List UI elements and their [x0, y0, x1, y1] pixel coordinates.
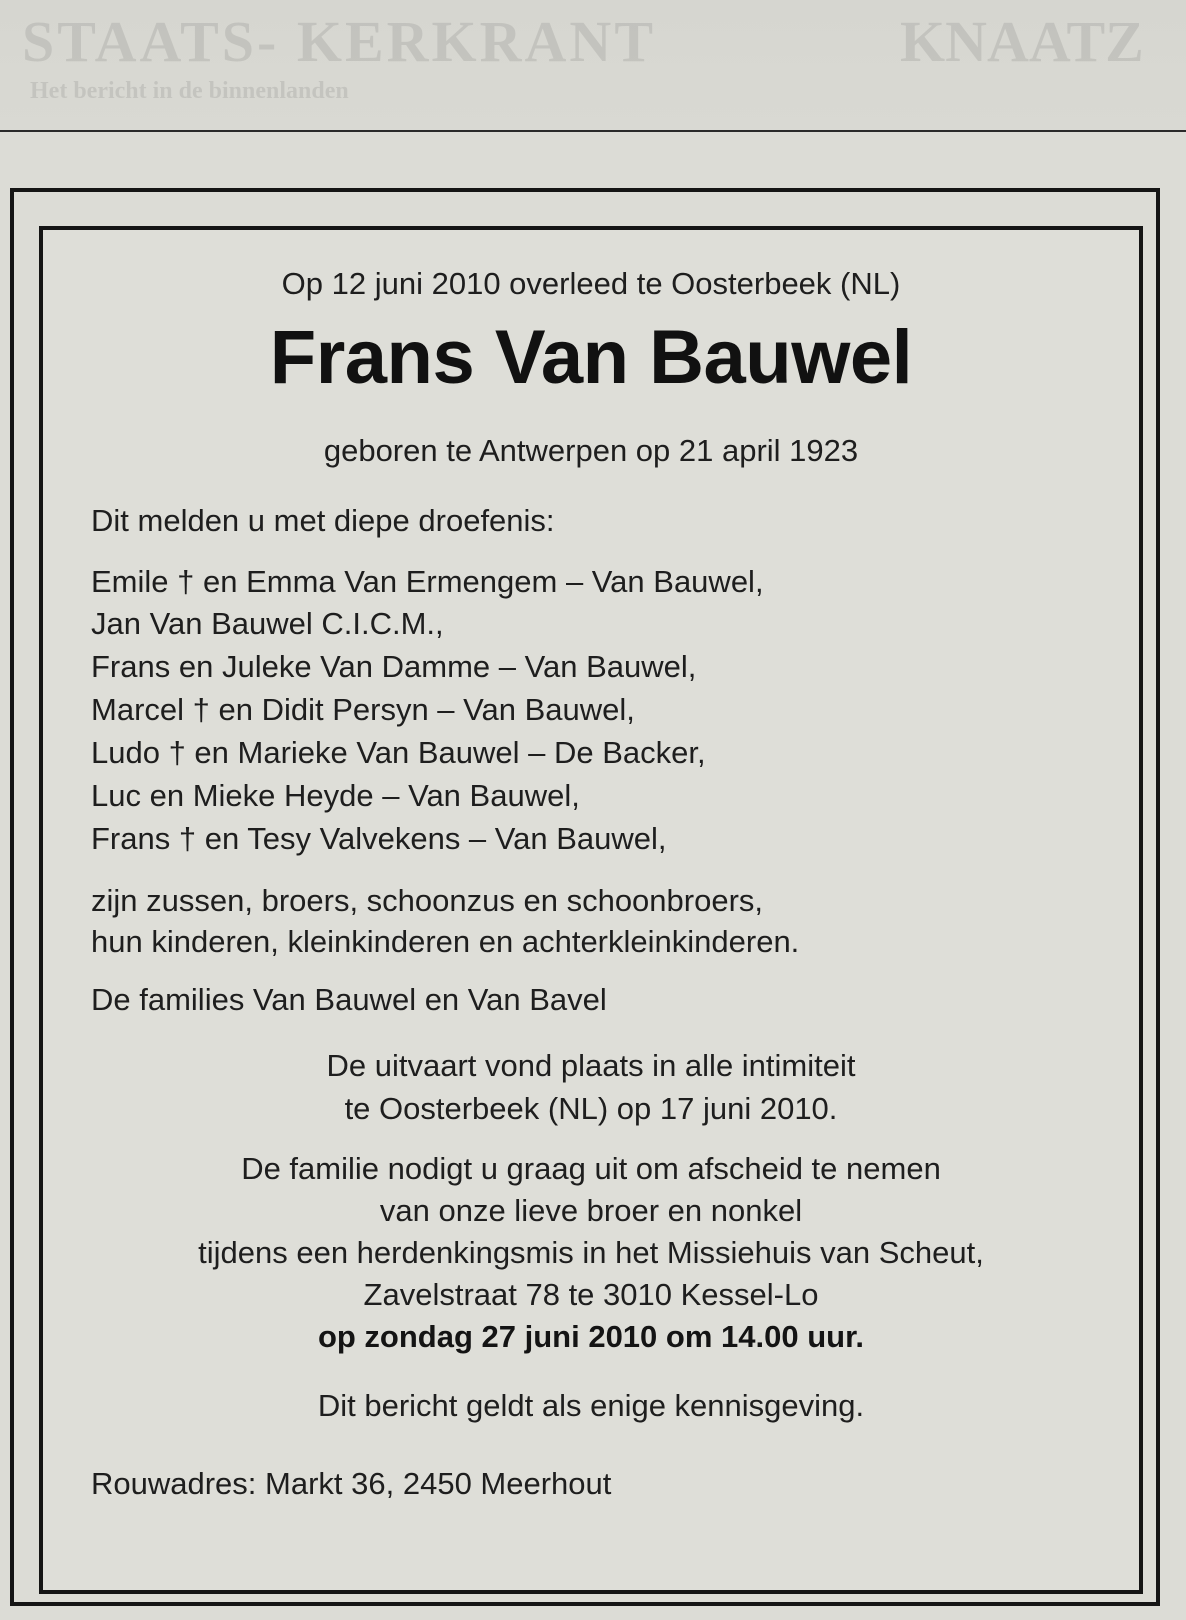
relative-line: Frans en Juleke Van Damme – Van Bauwel, [91, 649, 697, 684]
relative-line: Emile † en Emma Van Ermengem – Van Bauwel, [91, 564, 764, 599]
relative-line: Jan Van Bauwel C.I.C.M., [91, 606, 444, 641]
relative-line: Luc en Mieke Heyde – Van Bauwel, [91, 778, 580, 813]
mourning-address: Rouwadres: Markt 36, 2450 Meerhout [91, 1466, 612, 1501]
mass-time: op zondag 27 juni 2010 om 14.00 uur. [317, 1319, 865, 1354]
obituary-notice [39, 226, 1143, 1594]
relative-line: Marcel † en Didit Persyn – Van Bauwel, [91, 692, 635, 727]
families-line: De families Van Bauwel en Van Bavel [91, 982, 607, 1017]
funeral-line: te Oosterbeek (NL) op 17 juni 2010. [344, 1091, 838, 1126]
birth-line: geboren te Antwerpen op 21 april 1923 [323, 433, 859, 468]
death-announcement: Op 12 juni 2010 overleed te Oosterbeek (NL) [281, 266, 901, 301]
masthead-ghost-subtitle: Het bericht in de binnenlanden [30, 78, 349, 104]
masthead-ghost-right: KNAATZ [900, 9, 1144, 74]
newspaper-masthead-remnant [0, 0, 1186, 132]
announce-line: Dit melden u met diepe droefenis: [91, 503, 555, 538]
deceased-name: Frans Van Bauwel [269, 315, 913, 400]
invitation-line: De familie nodigt u graag uit om afscheid te nemen [241, 1151, 941, 1186]
relative-line: Ludo † en Marieke Van Bauwel – De Backer, [91, 735, 706, 770]
closing-line: Dit bericht geldt als enige kennisgeving. [317, 1388, 865, 1423]
relative-line: Frans † en Tesy Valvekens – Van Bauwel, [91, 821, 667, 856]
invitation-line: van onze lieve broer en nonkel [379, 1193, 803, 1228]
masthead-ghost-title: STAATS- KERKRANT [22, 9, 657, 74]
family-line: zijn zussen, broers, schoonzus en schoonbroers, [91, 883, 764, 918]
invitation-line: tijdens een herdenkingsmis in het Missiehuis van Scheut, [198, 1235, 984, 1270]
funeral-line: De uitvaart vond plaats in alle intimiteit [326, 1048, 856, 1083]
family-line: hun kinderen, kleinkinderen en achterkleinkinderen. [91, 924, 800, 959]
invitation-line: Zavelstraat 78 te 3010 Kessel-Lo [363, 1277, 819, 1312]
